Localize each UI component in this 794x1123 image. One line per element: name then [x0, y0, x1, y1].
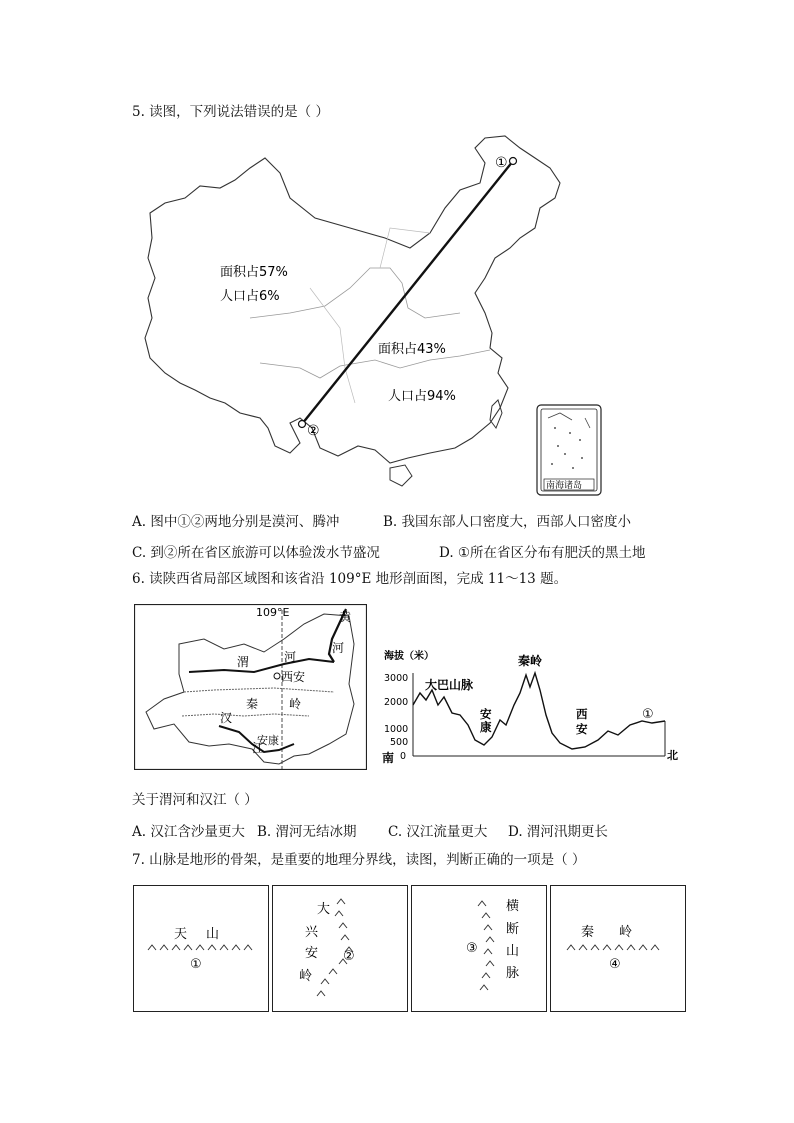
map-huang: 黄 — [339, 610, 352, 624]
q6-option-b[interactable]: B. 渭河无结冰期 — [257, 824, 357, 840]
hengduan-a: 横 — [506, 899, 520, 914]
panel-tianshan — [133, 885, 269, 1012]
tianshan-b: 山 — [206, 927, 220, 942]
profile-axis-title: 海拔（米） — [384, 651, 434, 662]
hengduan-b: 断 — [506, 922, 520, 937]
map-ankang: 安康 — [257, 734, 279, 747]
west-area-label: 面积占57% — [220, 265, 288, 280]
map-xian: 西安 — [281, 670, 306, 684]
map-he2: 河 — [284, 650, 297, 664]
q5-option-b[interactable]: B. 我国东部人口密度大，西部人口密度小 — [383, 514, 632, 530]
hengduan-c: 山 — [506, 944, 520, 959]
map-jiang: 江 — [252, 741, 265, 755]
meridian-label: 109°E — [256, 606, 290, 619]
daxinganling-a: 大 — [317, 902, 331, 917]
mountain-symbol-column — [478, 901, 494, 990]
panel-daxinganling — [272, 885, 408, 1012]
shaanxi-map — [134, 604, 367, 770]
q6-option-c[interactable]: C. 汉江流量更大 — [388, 824, 488, 840]
y-tick-2000: 2000 — [384, 697, 409, 708]
q6-option-d[interactable]: D. 渭河汛期更长 — [508, 824, 608, 840]
map-he: 河 — [332, 641, 345, 655]
point-1-marker — [510, 158, 517, 165]
mountain-symbol-row — [148, 945, 252, 950]
map-ling: 岭 — [289, 697, 302, 711]
y-tick-500: 500 — [390, 737, 409, 748]
daxinganling-b: 兴 — [305, 925, 319, 940]
yangtze-river — [260, 350, 490, 378]
q5-option-d[interactable]: D. ①所在省区分布有肥沃的黑土地 — [439, 545, 646, 561]
west-pop-label: 人口占6% — [220, 289, 280, 304]
profile-north: 北 — [667, 749, 678, 762]
map-wei: 渭 — [237, 655, 250, 669]
question-5-stem: 5. 读图，下列说法错误的是（ ） — [132, 104, 329, 120]
inset-label: 南海诸岛 — [546, 481, 583, 491]
profile-ankang-a: 安 — [480, 707, 492, 721]
q5-option-c[interactable]: C. 到②所在省区旅游可以体验泼水节盛况 — [132, 545, 380, 561]
china-outline — [145, 136, 560, 463]
q6-sub-stem: 关于渭河和汉江（ ） — [132, 792, 258, 808]
profile-south: 南 — [382, 751, 395, 765]
question-7-stem: 7. 山脉是地形的骨架，是重要的地理分界线，读图，判断正确的一项是（ ） — [132, 852, 586, 868]
map-han: 汉 — [220, 711, 233, 725]
profile-qinling: 秦岭 — [518, 654, 543, 668]
panel-4-num: ④ — [609, 957, 621, 972]
terrain-profile — [380, 645, 680, 770]
hainan-island — [390, 465, 412, 486]
xian-marker — [274, 673, 280, 679]
profile-xian-a: 西 — [576, 707, 588, 721]
qinling-b: 岭 — [619, 925, 633, 940]
border-inner — [310, 228, 430, 403]
q6-option-a[interactable]: A. 汉江含沙量更大 — [132, 824, 245, 840]
panel-2-num: ② — [343, 949, 355, 964]
profile-xian-b: 安 — [576, 722, 588, 736]
panel-hengduanshan — [411, 885, 547, 1012]
qinling-a: 秦 — [581, 925, 595, 940]
daxinganling-d: 岭 — [299, 969, 313, 984]
profile-point-1: ① — [642, 707, 654, 722]
panel-qinling — [550, 885, 686, 1012]
profile-dabashan: 大巴山脉 — [425, 678, 474, 692]
profile-ankang-b: 康 — [480, 720, 492, 734]
point-2-label: ② — [307, 423, 320, 439]
panel-3-num: ③ — [466, 941, 478, 956]
east-pop-label: 人口占94% — [388, 389, 456, 404]
question-6-stem: 6. 读陕西省局部区域图和该省沿 109°E 地形剖面图，完成 11～13 题。 — [132, 571, 568, 587]
q5-option-a[interactable]: A. 图中①②两地分别是漠河、腾冲 — [132, 514, 340, 530]
south-sea-inset — [537, 405, 601, 495]
y-tick-0: 0 — [400, 751, 407, 762]
point-2-marker — [299, 421, 306, 428]
china-population-map — [140, 128, 610, 498]
map-qin: 秦 — [246, 697, 259, 711]
panel-1-num: ① — [190, 957, 202, 972]
east-area-label: 面积占43% — [378, 342, 446, 357]
mountain-symbol-row — [567, 945, 659, 950]
hengduan-d: 脉 — [506, 966, 520, 981]
heihe-tengchong-line — [302, 161, 513, 424]
y-tick-3000: 3000 — [384, 673, 409, 684]
point-1-label: ① — [495, 155, 508, 171]
y-tick-1000: 1000 — [384, 724, 409, 735]
daxinganling-c: 安 — [305, 946, 319, 961]
tianshan-a: 天 — [174, 927, 188, 942]
